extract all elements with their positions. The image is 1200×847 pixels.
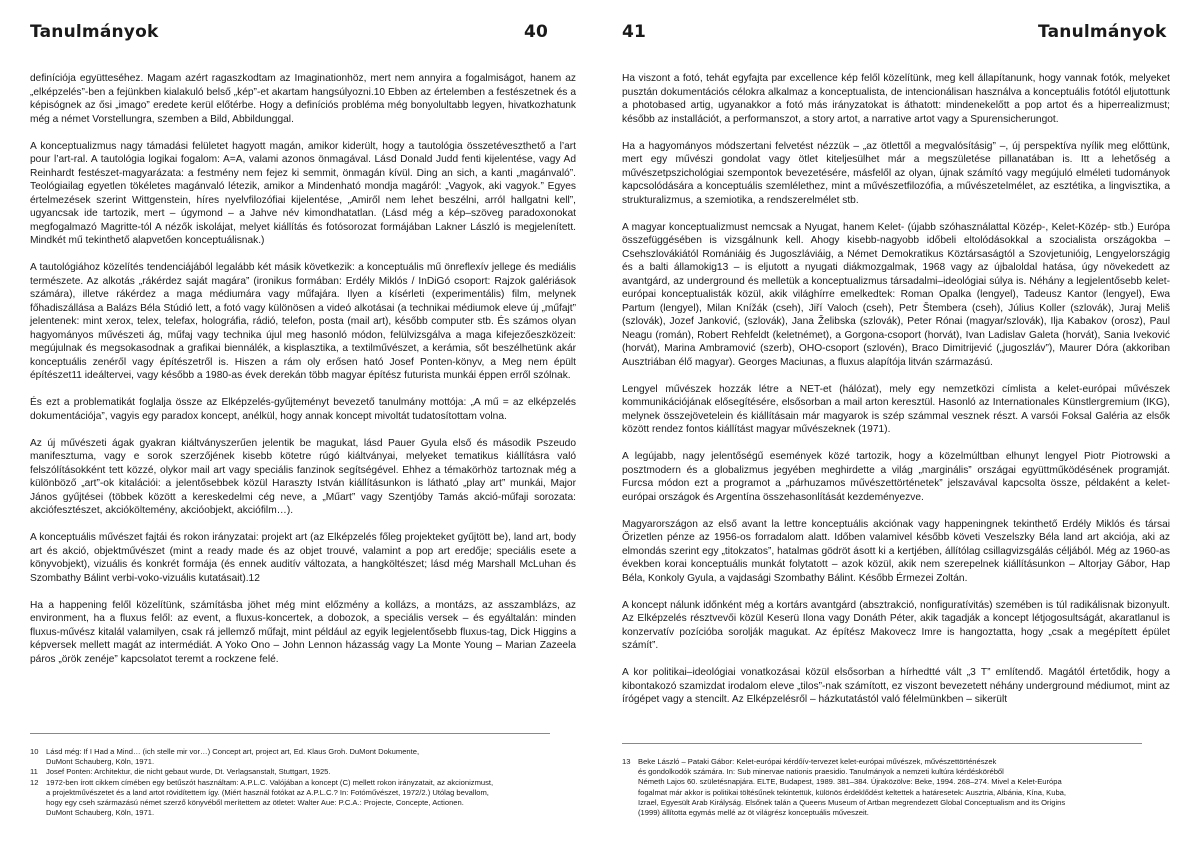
footnote-number: 11	[30, 767, 38, 777]
footnote-line: Izrael, Egyesült Arab Királyság. Elsőnek talán a Queens Museum of Artban megrendezett Global Conceptualism and its Origins	[638, 797, 1066, 807]
footnote-line: DuMont Schauberg, Köln, 1971.	[46, 757, 155, 767]
footnote-line: és gondolkodók számára. In: Sub minervae nationis praesidio. Tanulmányok a nemzeti kultúra kérdésköréből	[638, 767, 1004, 777]
footnote-line: Németh Lajos 60. születésnapjára. ELTE, Budapest, 1989. 381–384. Újraközölve: Beke, 1994. 268–274. Mivel a Kelet-Európa	[638, 777, 1062, 787]
paragraph: Magyarországon az első avant la lettre konceptuális akciónak vagy happeningnek tekinthető Erdély Miklós és társai Őrizetlen pénze az 1956-os forradalom alatt. Időben valamivel később követi Veszelszky Béla land art akciója, aki az elmondás szerint egy „titokzatos”, hatalmas gödröt ásott ki a kertjében, állítólag csillagvizsgálás céljából. Még az 1960-as években korai konceptuális munkát folytatott – azok közül, akik nem szerepelnek kiállításunkon – Altorjay Gábor, Hap Béla, Konkoly Gyula, a vajdasági Szombathy Bálint. Később Érmezei Zoltán.	[622, 518, 1170, 584]
paragraph: Ha viszont a fotó, tehát egyfajta par excellence kép felől közelítünk, meg kell állapítanunk, hogy vannak fotók, melyeket pusztán dokumentációs célokra alkalmaz a konceptualista, de intencionálisan használva a konceptuális fotótól eljutottunk a photobased artig, ugyanakkor a fotó más irányzatokat is áthatott: mindenekelőtt a pop artot és a hiperrealizmust; később az installációt, a performanszot, a story artot, a narrative artot vagy a Spurensicherungot.	[622, 73, 1170, 125]
footnote-line: (1999) állította egymás mellé az öt világrész konceptuális műveszeit.	[638, 808, 869, 818]
right-page	[600, 0, 1200, 847]
footnote-divider	[622, 743, 1142, 744]
paragraph: És ezt a problematikát foglalja össze az Elképzelés-gyűjteményt bevezető tanulmány mottója: „A mű = az elképzelés dokumentációja”, vagyis egy paradox koncept, anélkül, hogy annak koncept mivoltát tudatosítottam volna.	[30, 397, 576, 422]
footnote-number: 12	[30, 777, 39, 787]
paragraph: A legújabb, nagy jelentőségű események közé tartozik, hogy a közelmúltban elhunyt lengyel Piotr Piotrowski a posztmodern és a globalizmus jegyében meghirdette a világ „marginális” országai együttműködésének programját. Furcsa módon ezt a programot a „párhuzamos művészettörténetek” jelszavával kapcsolta össze, példaként a kelet-európai országok és Argentína összehasonlítását kezdeményezve.	[622, 451, 1170, 503]
footnotes	[622, 757, 1170, 818]
body-text	[30, 72, 576, 680]
paragraph: A koncept nálunk időnként még a kortárs avantgárd (absztrakció, nonfiguratívitás) szemében is túl radikálisnak bizonyult. Az Elképzelés résztvevői közül Keserü Ilona vagy Donáth Péter, akik tagadják a koncept létjogosultságát, akaratlanul is konzervatív pozícióba sorolják magukat. Az építész Makovecz Imre is hangoztatta, hogy „csak a megépített épület számít”.	[622, 599, 1170, 651]
footnote-line: Beke László – Pataki Gábor: Kelet-európai kérdőív-tervezet kelet-európai művészek, művészettörténészek	[638, 757, 997, 766]
footnote-number: 13	[622, 757, 631, 766]
paragraph: A kor politikai–ideológiai vonatkozásai közül elsősorban a hírhedtté vált „3 T” említendő. Magától értetődik, hogy a kibontakozó szamizdat irodalom eleve „tilos”-nak számított, ez viszont bevezetett néhány underground médiumot, mint az írógépet vagy a stencilt. Az Elképzelésről – házkutatástól való félelmünkben – sikerült	[622, 667, 1170, 705]
paragraph: A konceptuális művészet fajtái és rokon irányzatai: projekt art (az Elképzelés főleg projekteket gyűjtött be), land art, body art és akció, objektművészet (mint a ready made és az objet trouvé, valamint a pop art eredője; speciális esete a könyvobjekt), vizuális és konkrét formája (és ennek auditív változata, a hangköltészet; lásd még Marshall McLuhan és Szombathy Bálint verbi-voko-vizuális kutatásait).12	[30, 532, 576, 584]
paragraph: Ha a happening felől közelítünk, számításba jöhet még mint előzmény a kollázs, a montázs, az asszamblázs, az environment, ha a fluxus felől: az event, a fluxus-koncertek, a dobozok, a speciális versek – és egyáltalán: minden fluxus-művész kitalál valamilyen, csak rá jellemző műfajt, mint például az egyik legjelentősebb fluxus-tag, Dick Higgins a képversek mellett magát az intermédiát. A Yoko Ono – John Lennon házasság vagy La Monte Young – Marian Zazeela páros „örök zenéje” kapcsolatot teremt a rockzene felé.	[30, 599, 576, 665]
page-number: 41	[622, 22, 647, 42]
paragraph: definíciója együtteséhez. Magam azért ragaszkodtam az Imaginationhöz, mert nem annyira a fogalmiságot, hanem az „elképzelés”-ben a fejünkben kialakuló belső „kép”-et akartam hangsúlyozni.10 Ebben az értelemben a festészetnek és a képisógnek az ősi „imago” eredete kerül előtérbe. Hogy a definíciós probléma még bonyolultabb legyen, hivatkozhatunk még a német Vorstellungra, szemben a Bild, Abbildunggal.	[30, 73, 576, 125]
paragraph: A tautológiához közelítés tendenciájából legalább két másik következik: a konceptuális mű önreflexív jellege és mediális természete. Az alkotás „rákérdez saját magára” (ironikus formában: Erdély Miklós / InDiGó csoport: Rajzok galériások számára), illetve rákérdez a maga médiumára vagy műfajára. Ilyen a kísérleti (experimentális) film, melynek főhadiszállása a Balázs Béla Stúdió lett, a fotó vagy különösen a videó alkotásai (a technikai médiumok eleve új „műfajt” jelentenek: mint xerox, telex, telefax, holográfia, rádió, telefon, posta (mail art), később computer stb. És számos olyan hagyományos művészeti ág, műfaj vagy technika újul meg hasonló módon, felülvizsgálva a maga kifejezőeszközeit: megújulnak és megsokasodnak a grafikai biennálék, a kisplasztika, a textilművészet, a kerámia, sőt beszélhetünk akár konceptuális zenéről vagy építészetről is. Hiszen a rám oly erősen ható Josef Ponten-könyv, a Meg nem épült építészet11 ideáltervei, vagy később a 1980-as évek derekán több magyar építész futurista munkái éppen erről szólnak.	[30, 262, 576, 381]
footnote-line: Lásd még: If I Had a Mind… (ich stelle mir vor…) Concept art, project art, Ed. Klaus Groh. DuMont Dokumente,	[46, 747, 420, 756]
footnote-line: 1972-ben írott cikkem címében egy betűszót használtam: A.P.L.C. Valójában a koncept (C) mellett rokon irányzatait, az akcionizmust,	[46, 777, 494, 787]
footnote	[30, 747, 576, 767]
footnote	[30, 778, 576, 819]
footnotes	[30, 747, 576, 818]
footnote-line: hogy egy cseh származású német szerző könyvéből merítettem az ötletet: Walter Aue: P.C.A.: Projecte, Concepte, Actionen.	[46, 798, 464, 808]
paragraph: Az új művészeti ágak gyakran kiáltványszerűen jelentik be magukat, lásd Pauer Gyula első és második Pszeudo manifesztuma, vagy e sorok szerzőjének kisebb kötetre rúgó kiáltványai, melyeket tematikus kiállításra való felszólításokként tett közzé, olykor mail art vagy speciális fanzinok segítségével. Ehhez a témakörhöz tartoznak még a különböző „art”-ok kitalációi: a jelentősebbek közül Haraszty István kiállításunkon is látható „play art” munkái, Major János gyűjtései (többek között a kereskedelmi cég neve, a „Műart” vagy Szentjóby Tamás akció-műfaji sorozata: akciófesztészet, akcióköltemény, akcióobjekt, akciófilm…).	[30, 437, 576, 516]
running-head-title: Tanulmányok	[30, 22, 159, 42]
footnote-number: 10	[30, 747, 39, 756]
paragraph: Lengyel művészek hozzák létre a NET-et (hálózat), mely egy nemzetközi címlista a kelet-európai művészek kommunikációjának elősegítésére, elsősorban a mail arton keresztül. Hasonló az Internationales Künstlergremium (IKG), melynek összejövetelein és kiállításain már magyarok is szép számmal vesznek részt. A varsói Foksal Galéria az elsők között rendez fontos kiállítást magyar művészeknek (1971).	[622, 383, 1170, 435]
body-text	[622, 72, 1170, 720]
footnote-line: a projektművészetet és a land artot rövidítettem így. (Miért használ fotókat az A.P.L.C.? In: Fotóművészet, 1972/2.) Utólag bevallom,	[46, 787, 489, 797]
footnote	[30, 767, 576, 777]
footnote-line: DuMont Schauberg, Köln, 1971.	[46, 808, 155, 818]
page-number: 40	[524, 22, 549, 42]
paragraph: Ha a hagyományos módszertani felvetést nézzük – „az ötlettől a megvalósításig” –, új perspektíva nyílik meg előttünk, mert egy művészi gondolat vagy ötlet kiteljesülhet már a megszületése pillanatában is. Itt a lehetőség a művészetpszichológiai szempontok bevezetésére, másfelől az olyan, újnak számító vagy megújuló elméleti tudományok kapcsolódására a konceptuális szemlélethez, mint a művészetfilozófia, a művészetelmélet, az esztétika, a lingvisztika, a strukturalizmus, a szemiotika, a rendszerelmélet stb.	[622, 140, 1170, 206]
footnote-divider	[30, 733, 550, 734]
footnote-line: Josef Ponten: Architektur, die nicht gebaut wurde, Dt. Verlagsanstalt, Stuttgart, 1925.	[46, 767, 331, 777]
paragraph: A magyar konceptualizmust nemcsak a Nyugat, hanem Kelet- (újabb szóhasználattal Közép-, Kelet-Közép- stb.) Európa összefüggésében is vizsgálnunk kell. Ahogy kisebb-nagyobb időbeli eltolódásokkal a szocialista országokba – Csehszlovákiától Romániáig és Jugoszláviáig, a Német Demokratikus Köztársaságtól a Szovjetunióig, Lengyelországig és a balti államokig13 – is eljutott a nyugati diákmozgalmak, 1968 vagy az újbaloldal hatása, úgy növekedett az avantgárd, az underground és melletük a konceptualizmus társadalmi–ideológiai súlya is. Néhány a legjelentősebb kelet-európai konceptualisták közül, akik világhírre emelkedtek: Roman Opalka (lengyel), Tadeusz Kantor (lengyel), Ewa Partum (lengyel), Milan Knížák (cseh), Jiří Valoch (cseh), Petr Štembera (cseh), Július Koller (szlovák), Juraj Meliš (szlovák), Jozef Janković, (szlovák), Jana Želibska (szlovák), Peter Rónai (magyar/szlovák), Ilja Kabakov (orosz), Paul Neagu (román), Robert Rehfeldt (keletnémet), a Gorgona-csoport (horvát), Ivan Ladislav Galeta (horvát), Sania Iveković (horvát), Marina Ambramović (szerb), OHO-csoport (szlovén), Braco Dimitrijević („jugoszláv”), Maurer Dóra (akkoriban Ausztriában élő magyar). Georges Maciunas, a fluxus alapítója litván származású.	[622, 221, 1170, 368]
running-head-title: Tanulmányok	[1038, 22, 1167, 42]
footnote-line: fogalmat már akkor is politikai töltésűnek tekintettük, különös érdeklődést keltettek a határesetek: Ausztria, Albánia, Kína, Kuba,	[638, 787, 1067, 797]
paragraph: A konceptualizmus nagy támadási felületet hagyott magán, amikor kiderült, hogy a tautológia összetéveszthető a l’art pour l’art-ral. A tautológia logikai fogalom: A=A, valami azonos önmagával. Lásd Donald Judd fenti kijelentése, vagy Ad Reinhardt festészet-magyarázata: a festmény nem fejez ki semmit, önmagán kívül. Ding an sich, a kanti „magánvaló”. Teológiailag egyetlen tökéletes magánvaló létezik, amikor a Mindenható mondja magáról: „Vagyok, aki vagyok.” Egyes értelmezések szerint Wittgenstein, híres nyelvfilozófiai kijelentése, „Amiről nem lehet beszélni, arról hallgatni kell”, ugyancsak ide tartozik, mert – úgymond – a Jahve név kimondhatatlan. (Lásd még a kép–szöveg paradoxonokat megfogalmazó Magritte-tól A nézők iskolájat, melyet kiállítás és fotósorozat formájában Lakner László is megjelenített. Mindkét mű tekinthető alapvetően konceptuálisnak.)	[30, 140, 576, 246]
footnote	[622, 757, 1170, 818]
